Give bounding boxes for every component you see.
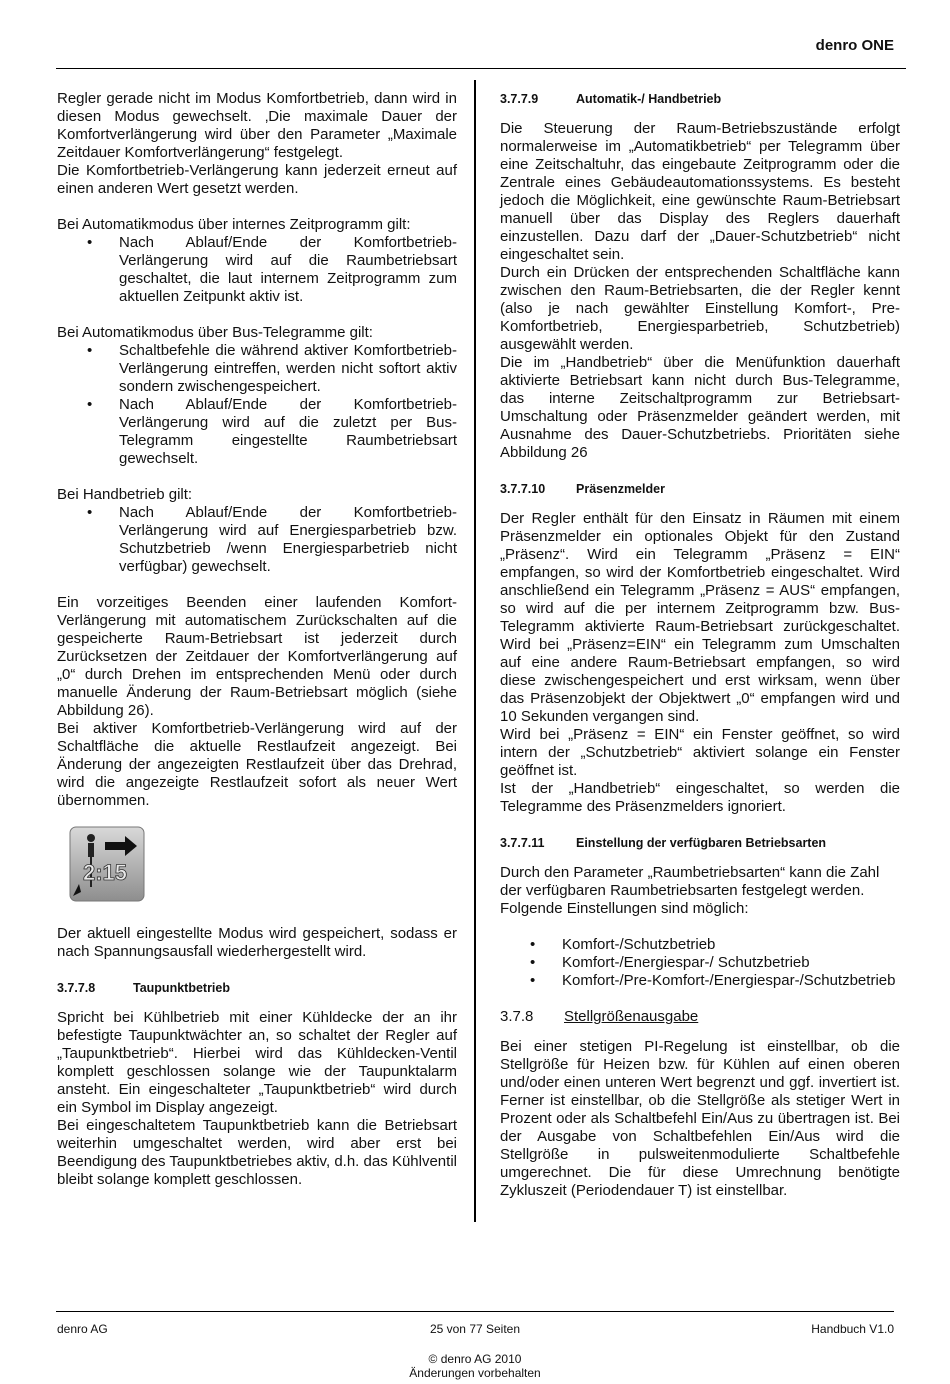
column-divider xyxy=(474,80,476,1222)
list-item: • Schaltbefehle die während aktiver Komfortbetrieb-Verlängerung eintreffen, werden nicht softort aktiv sondern zwischengespeichert. xyxy=(119,342,457,396)
paragraph: Bei eingeschaltetem Taupunktbetrieb kann die Betriebsart weiterhin umgeschaltet werden, wird aber erst bei Beendigung des Taupunktbetriebes aktiv, d.h. das Kühlventil bleibt solange komplett geschlossen. xyxy=(57,1117,457,1188)
paragraph: Durch ein Drücken der entsprechenden Schaltfläche kann zwischen den Raum-Betriebsarten, die der Regler kennt (also je nach gewählter Einstellung Komfort-, Pre-Komfortbetrieb, Energiesparbetrieb, Schutzbetrieb) ausgewählt werden. xyxy=(500,264,900,353)
bullet-list xyxy=(500,936,900,990)
footer-company: denro AG xyxy=(57,1322,108,1336)
footer-version: Handbuch V1.0 xyxy=(811,1322,894,1336)
paragraph: Wird bei „Präsenz = EIN“ ein Fenster geöffnet, so wird intern der „Schutzbetrieb“ aktiviert solange ein Fenster geöffnet ist. xyxy=(500,726,900,779)
list-item: • Komfort-/Schutzbetrieb xyxy=(562,936,900,954)
paragraph: Die im „Handbetrieb“ über die Menüfunktion dauerhaft aktivierte Betriebsart kann nicht durch Bus-Telegramme, das interne Zeitschaltprogramm zur Betriebsart-Umschaltung oder Präsenzmelder geändert werden, mit Ausnahme des Dauer-Schutzbetriebs. Prioritäten siehe Abbildung 26 xyxy=(500,354,900,461)
paragraph: Spricht bei Kühlbetrieb mit einer Kühldecke der an ihr befestigte Taupunktwächter an, so schaltet der Regler auf „Taupunktbetrieb“. Hierbei wird das Kühldecken-Ventil komplett geschlossen solange wie der Taupunktalarm ansteht. Ein eingeschalteter „Taupunktbetrieb“ wird durch ein Symbol im Display angezeigt. xyxy=(57,1009,457,1116)
paragraph: Bei Automatikmodus über Bus-Telegramme gilt: xyxy=(57,324,373,341)
header-rule xyxy=(56,68,906,69)
comfort-extension-icon xyxy=(69,826,145,902)
paragraph: Der Regler enthält für den Einsatz in Räumen mit einem Präsenzmelder ein optionales Objekt für den Zustand „Präsenz“. Wird ein Telegramm „Präsenz = EIN“ empfangen, so wird der Komfortbetrieb eingeschaltet. Wird anschließend ein Telegramm „Präsenz = AUS“ empfangen, so wird auf die per internem Zeitprogramm bzw. Bus-Telegramm aktivierte Raum-Betriebsart zurückgeschaltet. Wird bei „Präsenz=EIN“ ein Telegramm zum Umschalten auf eine andere Raum-Betriebsart empfangen, so wird diese zwischengespeichert und erst wirksam, wenn über das Präsenzobjekt der Objektwert „0“ empfangen wird und 10 Sekunden vergangen sind. xyxy=(500,510,900,725)
left-column xyxy=(57,90,457,1189)
paragraph: Durch den Parameter „Raumbetriebsarten“ kann die Zahl der verfügbaren Raumbetriebsarten festgelegt werden. Folgende Einstellungen sind möglich: xyxy=(500,864,880,917)
paragraph: Ist der „Handbetrieb“ eingeschaltet, so werden die Telegramme des Präsenzmelders ignoriert. xyxy=(500,780,900,815)
paragraph: Bei Handbetrieb gilt: xyxy=(57,486,193,503)
paragraph: Der aktuell eingestellte Modus wird gespeichert, sodass er nach Spannungsausfall wiederhergestellt wird. xyxy=(57,925,457,960)
copyright: © denro AG 2010 xyxy=(428,1352,522,1366)
paragraph: Bei einer stetigen PI-Regelung ist einstellbar, ob die Stellgröße für Heizen bzw. für Kühlen auf einen oberen und/oder einen unteren Wert begrenzt und ggf. invertiert ist. Ferner ist einstellbar, ob die Stellgröße als stetiger Wert in Prozent oder als Schaltbefehl Ein/Aus zu übertragen ist. Bei der Ausgabe von Schaltbefehlen Ein/Aus wird die Stellgröße in pulsweitenmodulierte Schaltbefehle umgerechnet. Die für diese Umrechnung benötigte Zykluszeit (Periodendauer T) ist einstellbar. xyxy=(500,1038,900,1199)
paragraph: Die Steuerung der Raum-Betriebszustände erfolgt normalerweise im „Automatikbetrieb“ per Telegramm über eine Zeitschaltuhr, das eingebaute Zeitprogramm oder die Zentrale eines Gebäudeautomationssystems. Es besteht jedoch die Möglichkeit, eine gewünschte Raum-Betriebsart manuell über das Display des Reglers dauerhaft einzustellen. Dazu darf der „Dauer-Schutzbetrieb“ nicht eingeschaltet sein. xyxy=(500,120,900,263)
bullet-list xyxy=(57,342,457,468)
footer-note: Änderungen vorbehalten xyxy=(409,1366,541,1380)
footer-rule xyxy=(56,1311,894,1312)
list-item: • Komfort-/Pre-Komfort-/Energiespar-/Schutzbetrieb xyxy=(562,972,900,990)
section-heading: 3.7.8 Stellgrößenausgabe xyxy=(500,1008,699,1025)
header-title: denro ONE xyxy=(815,37,894,54)
section-heading: 3.7.7.8 Taupunktbetrieb xyxy=(57,981,230,995)
paragraph: Ein vorzeitiges Beenden einer laufenden Komfort-Verlängerung mit automatischem Zurückschalten auf die gespeicherte Raum-Betriebsart ist jederzeit durch Zurücksetzen der Zeitdauer der Komfortverlängerung auf „0“ durch Drehen im entsprechenden Menü oder durch manuelle Änderung der Raum-Betriebsart möglich (siehe Abbildung 26). xyxy=(57,594,457,719)
section-heading: 3.7.7.9 Automatik-/ Handbetrieb xyxy=(500,92,722,106)
section-heading: 3.7.7.10 Präsenzmelder xyxy=(500,482,665,496)
paragraph: Regler gerade nicht im Modus Komfortbetrieb, dann wird in diesen Modus gewechselt. ‚Die maximale Dauer der Komfortverlängerung wird über den Parameter „Maximale Zeitdauer Komfortverlängerung“ festgelegt. xyxy=(57,90,457,161)
paragraph: Bei Automatikmodus über internes Zeitprogramm gilt: xyxy=(57,216,411,233)
list-item: • Komfort-/Energiespar-/ Schutzbetrieb xyxy=(562,954,900,972)
paragraph: Bei aktiver Komfortbetrieb-Verlängerung wird auf der Schaltfläche die aktuelle Restlaufzeit angezeigt. Bei Änderung der angezeigten Restlaufzeit über das Drehrad, wird die angezeigte Restlaufzeit sofort als neuer Wert übernommen. xyxy=(57,720,457,809)
page-number: 25 von 77 Seiten xyxy=(429,1322,521,1336)
svg-text:2:15: 2:15 xyxy=(83,860,128,885)
list-item: • Nach Ablauf/Ende der Komfortbetrieb-Verlängerung wird auf Energiesparbetrieb bzw. Schutzbetrieb /wenn Energiesparbetrieb nicht verfügbar) gewechselt. xyxy=(119,504,457,576)
list-item: • Nach Ablauf/Ende der Komfortbetrieb-Verlängerung wird auf die zuletzt per Bus-Telegramm eingestellte Raumbetriebsart gewechselt. xyxy=(119,396,457,468)
bullet-list xyxy=(57,504,457,576)
right-column xyxy=(500,90,900,1200)
paragraph: Die Komfortbetrieb-Verlängerung kann jederzeit erneut auf einen anderen Wert gesetzt werden. xyxy=(57,162,457,197)
bullet-list xyxy=(57,234,457,306)
section-heading: 3.7.7.11 Einstellung der verfügbaren Betriebsarten xyxy=(500,836,827,850)
list-item: • Nach Ablauf/Ende der Komfortbetrieb-Verlängerung wird auf die Raumbetriebsart geschaltet, die laut internem Zeitprogramm zum aktuellen Zeitpunkt aktiv ist. xyxy=(119,234,457,306)
